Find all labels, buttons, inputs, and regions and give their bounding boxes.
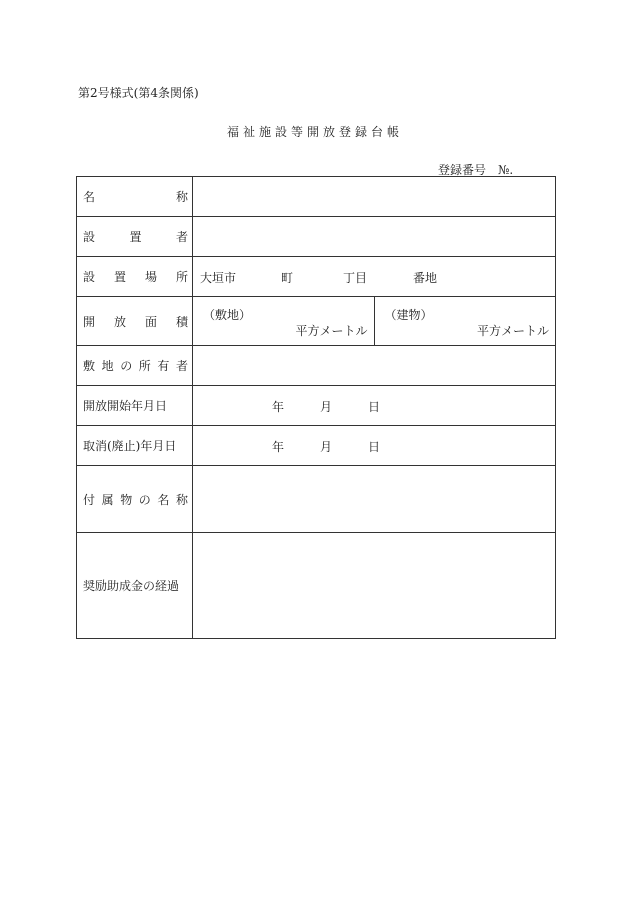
subsidy-label: 奨励助成金の経過 xyxy=(83,579,180,593)
name-label: 名 称 xyxy=(83,190,188,204)
land-owner-label: 敷 地 の 所 有 者 xyxy=(83,359,188,373)
area-value-cell xyxy=(193,297,556,346)
cancel-date-day: 日 xyxy=(368,440,381,454)
start-date-label: 開放開始年月日 xyxy=(83,399,168,413)
location-chome: 丁目 xyxy=(343,271,368,285)
location-city: 大垣市 xyxy=(200,271,237,285)
row-start-date xyxy=(77,386,556,426)
start-date-month: 月 xyxy=(320,400,333,414)
document-title: 福祉施設等開放登録台帳 xyxy=(226,125,403,139)
name-value-cell[interactable] xyxy=(193,177,556,217)
location-cho: 町 xyxy=(281,271,294,285)
cancel-date-year: 年 xyxy=(272,440,285,454)
label-cell xyxy=(77,177,193,217)
cancel-date-label: 取消(廃止)年月日 xyxy=(83,439,177,453)
row-subsidy xyxy=(77,533,556,639)
area-label: 開 放 面 積 xyxy=(83,314,188,329)
row-name xyxy=(77,177,556,217)
start-date-value-cell[interactable] xyxy=(193,386,556,426)
ledger-table xyxy=(76,176,556,639)
area-building-cell[interactable] xyxy=(375,297,556,345)
area-building-label: （建物） xyxy=(384,308,433,322)
location-value-cell[interactable] xyxy=(193,257,556,297)
row-land-owner xyxy=(77,346,556,386)
installer-label: 設 置 者 xyxy=(83,230,188,244)
label-cell xyxy=(77,533,193,639)
label-cell xyxy=(77,386,193,426)
annex-name-label: 付 属 物 の 名 称 xyxy=(83,492,188,507)
label-cell xyxy=(77,217,193,257)
label-cell xyxy=(77,426,193,466)
registration-number-no: №. xyxy=(498,163,514,177)
location-label: 設 置 場 所 xyxy=(83,270,188,284)
row-cancel-date xyxy=(77,426,556,466)
area-site-label: （敷地） xyxy=(203,308,252,322)
cancel-date-month: 月 xyxy=(320,440,333,454)
land-owner-value-cell[interactable] xyxy=(193,346,556,386)
subsidy-value-cell[interactable] xyxy=(193,533,556,639)
start-date-year: 年 xyxy=(272,400,285,414)
cancel-date-value-cell[interactable] xyxy=(193,426,556,466)
label-cell xyxy=(77,257,193,297)
label-cell xyxy=(77,466,193,533)
installer-value-cell[interactable] xyxy=(193,217,556,257)
form-number: 第2号様式(第4条関係) xyxy=(78,86,199,100)
row-installer xyxy=(77,217,556,257)
area-building-unit: 平方メートル xyxy=(476,324,549,338)
annex-name-value-cell[interactable] xyxy=(193,466,556,533)
registration-number-label: 登録番号 xyxy=(438,163,487,177)
label-cell xyxy=(77,297,193,346)
row-area xyxy=(77,297,556,346)
row-location xyxy=(77,257,556,297)
location-banchi: 番地 xyxy=(413,271,438,285)
label-cell xyxy=(77,346,193,386)
area-site-cell[interactable] xyxy=(193,297,375,345)
row-annex-name xyxy=(77,466,556,533)
area-site-unit: 平方メートル xyxy=(295,324,368,338)
start-date-day: 日 xyxy=(368,400,381,414)
